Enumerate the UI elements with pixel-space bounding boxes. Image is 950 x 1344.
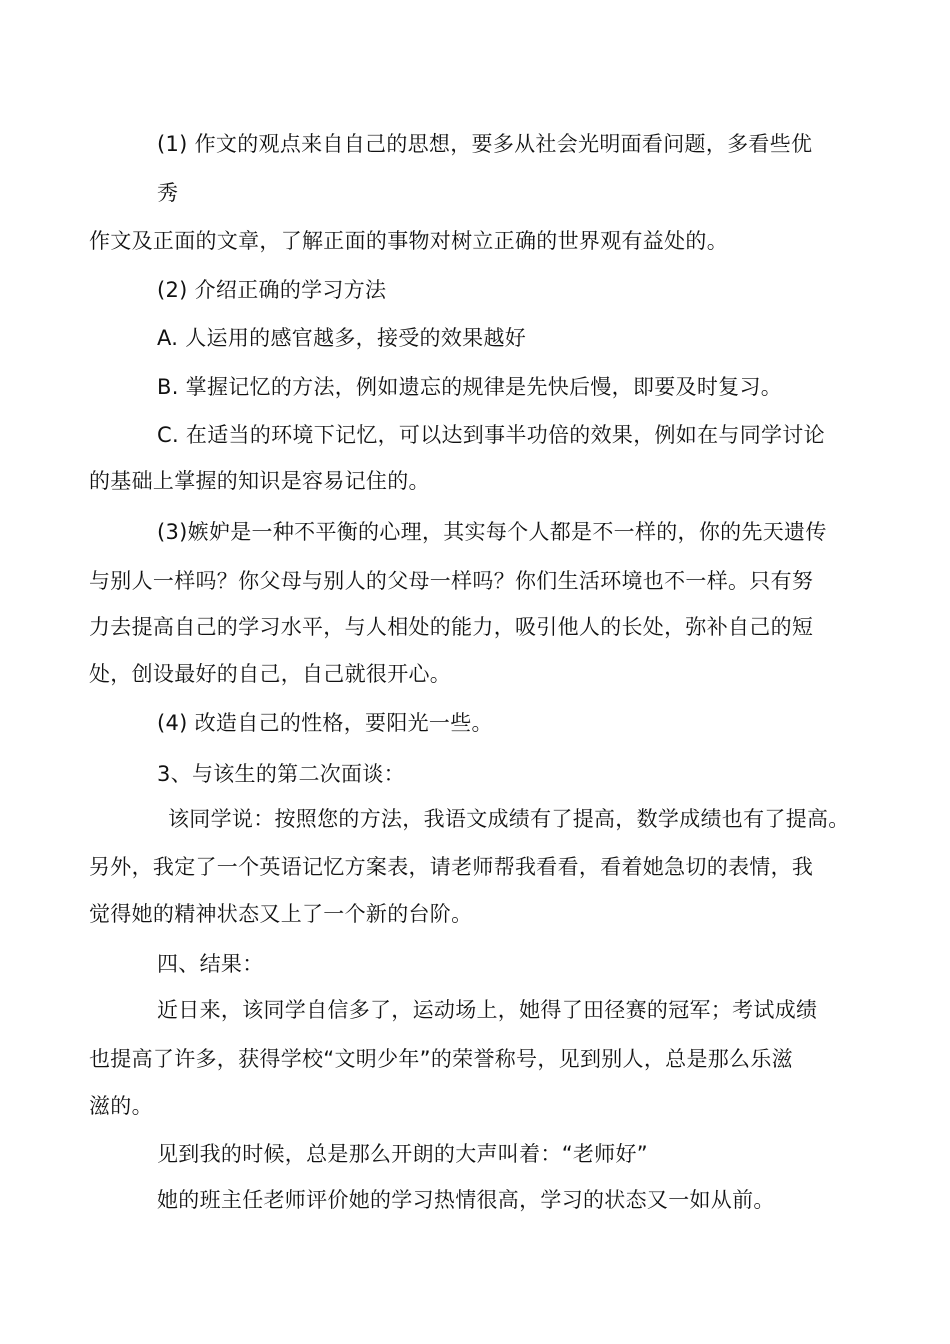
paragraph-line: 与别人一样吗？你父母与别人的父母一样吗？你们生活环境也不一样。只有努 xyxy=(89,569,814,593)
paragraph-line: C. 在适当的环境下记忆，可以达到事半功倍的效果，例如在与同学讨论 xyxy=(157,423,825,447)
paragraph-line: 她的班主任老师评价她的学习热情很高，学习的状态又一如从前。 xyxy=(157,1188,775,1212)
paragraph-line: 滋的。 xyxy=(89,1094,153,1118)
paragraph-line: B. 掌握记忆的方法，例如遗忘的规律是先快后慢，即要及时复习。 xyxy=(157,375,783,399)
paragraph-line: (1) 作文的观点来自自己的思想，要多从社会光明面看问题，多看些优 xyxy=(157,132,813,156)
paragraph-line: 另外，我定了一个英语记忆方案表，请老师帮我看看，看着她急切的表情，我 xyxy=(89,855,814,879)
paragraph-line: 四、结果： xyxy=(157,952,264,976)
paragraph-line: (2) 介绍正确的学习方法 xyxy=(157,278,387,302)
paragraph-line: 处，创设最好的自己，自己就很开心。 xyxy=(89,662,452,686)
paragraph-line: 秀 xyxy=(157,181,179,205)
paragraph-line: 力去提高自己的学习水平，与人相处的能力，吸引他人的长处，弥补自己的短 xyxy=(89,615,814,639)
paragraph-line: 近日来，该同学自信多了，运动场上，她得了田径赛的冠军；考试成绩 xyxy=(157,998,818,1022)
paragraph-line: 觉得她的精神状态又上了一个新的台阶。 xyxy=(89,902,473,926)
paragraph-line: A. 人运用的感官越多，接受的效果越好 xyxy=(157,326,527,350)
paragraph-line: (4) 改造自己的性格，要阳光一些。 xyxy=(157,711,493,735)
paragraph-line: 该同学说：按照您的方法，我语文成绩有了提高，数学成绩也有了提高。 xyxy=(168,807,850,831)
paragraph-line: 的基础上掌握的知识是容易记住的。 xyxy=(89,469,430,493)
paragraph-line: 见到我的时候，总是那么开朗的大声叫着：“老师好” xyxy=(157,1142,648,1166)
paragraph-line: 也提高了许多，获得学校“文明少年”的荣誉称号，见到别人，总是那么乐滋 xyxy=(89,1047,793,1071)
paragraph-line: 3、与该生的第二次面谈： xyxy=(157,762,405,786)
paragraph-line: (3)嫉妒是一种不平衡的心理，其实每个人都是不一样的，你的先天遗传 xyxy=(157,520,827,544)
paragraph-line: 作文及正面的文章，了解正面的事物对树立正确的世界观有益处的。 xyxy=(89,229,728,253)
